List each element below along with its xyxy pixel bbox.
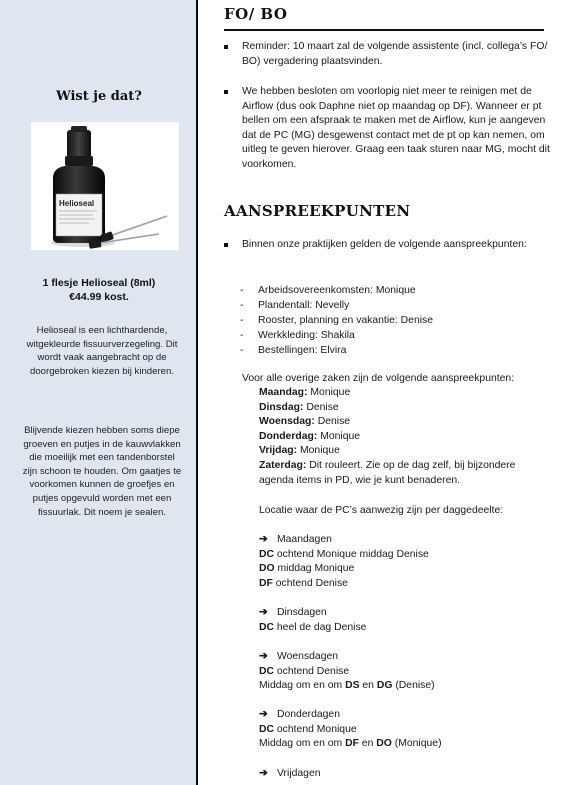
heading-divider (224, 29, 544, 31)
dash-marker: - (240, 315, 244, 326)
arrow-right-icon: ➔ (259, 534, 268, 545)
square-bullet-icon (224, 45, 228, 49)
location-tuesday: ➔ Dinsdagen DC heel de dag Denise (259, 607, 367, 633)
day-row: Donderdag: Monique (259, 430, 361, 442)
day-row-continued: agenda items in PD, wie je kunt benaderen. (259, 474, 461, 486)
bottle-label-text: Helioseal (59, 199, 95, 208)
list-item: - Rooster, planning en vakantie: Denise (240, 315, 434, 326)
day-row: Dinsdag: Denise (259, 401, 339, 413)
square-bullet-icon (224, 243, 228, 247)
pc-location-intro: Locatie waar de PC’s aanwezig zijn per daggedeelte: (259, 505, 504, 516)
product-price: €44.99 kost. (69, 291, 129, 303)
dash-marker: - (240, 345, 244, 356)
product-image (31, 122, 179, 250)
day-row: Maandag: Monique (259, 387, 351, 398)
sidebar-paragraph: Helioseal is een lichthardende, witgekleurde fissuurverzegeling. Dit wordt vaak aangebracht op de doorgebroken kiezen bij kinderen. (26, 325, 178, 377)
arrow-right-icon: ➔ (259, 768, 268, 779)
list-item: - Plandentall: Nevelly (240, 300, 350, 311)
location-friday: ➔ Vrijdagen (259, 767, 321, 782)
square-bullet-icon (224, 90, 228, 94)
bullet-item (224, 85, 554, 173)
sidebar-paragraph: Blijvende kiezen hebben soms diepe groeven en putjes in de kauwvlakken die moeilijk met een tandenborstel zijn schoon te houden. Om gaatjes te voorkomen kunnen de groefjes en putjes opgevuld worden met een fissuurlak. Dit noem je sealen. (22, 425, 182, 518)
product-caption-line: 1 flesje Helioseal (8ml) (42, 277, 156, 289)
bullet-text: We hebben besloten om voorlopig niet meer te reinigen met de Airflow (dus ook Daphne niet op maandag op DF). Wanneer er pt bellen om een afspraak te maken met de Airflow, kun je aangeven dat de PC (MG) desgewenst contact met de pt op kan nemen, om uitleg te geven hierover. Graag een taak sturen naar MG, mocht dit voorkomen. (242, 86, 550, 170)
list-item: - Arbeidsovereenkomsten: Monique (240, 285, 416, 296)
other-contacts-intro: Voor alle overige zaken zijn de volgende aanspreekpunten: (242, 373, 515, 384)
arrow-right-icon: ➔ (259, 709, 268, 720)
contact-list (240, 283, 433, 358)
location-thursday: ➔ Donderdagen DC ochtend Monique Middag om en om DF en DO (Monique) (259, 709, 442, 750)
day-row: Vrijdag: Monique (259, 445, 340, 457)
dash-marker: - (240, 330, 244, 341)
section-heading-aanspreekpunten: AANSPREEKPUNTEN (224, 202, 411, 220)
main-content (200, 0, 567, 785)
helioseal-bottle-illustration (31, 122, 179, 250)
day-row: Woensdag: Denise (259, 416, 351, 428)
bullet-item (224, 238, 554, 253)
sidebar-title: Wist je dat? (56, 89, 142, 104)
sidebar (0, 0, 198, 785)
list-item: - Bestellingen: Elvira (240, 345, 347, 356)
arrow-right-icon: ➔ (259, 607, 268, 618)
dash-marker: - (240, 285, 244, 296)
dash-marker: - (240, 300, 244, 311)
day-contact-list (259, 386, 515, 488)
list-item: - Werkkleding: Shakila (240, 330, 355, 341)
arrow-right-icon: ➔ (259, 651, 268, 662)
product-caption (10, 276, 188, 304)
bullet-text: Reminder: 10 maart zal de volgende assistente (incl. collega’s FO/ BO) vergadering plaatsvinden. (242, 41, 548, 67)
section-heading-fo-bo: FO/ BO (224, 5, 288, 23)
bullet-text: Binnen onze praktijken gelden de volgende aanspreekpunten: (242, 239, 527, 250)
location-monday: ➔ Maandagen DC ochtend Monique middag Denise DO middag Monique DF ochtend Denise (259, 534, 429, 589)
day-row: Zaterdag: Dit rouleert. Zie op de dag zelf, bij bijzondere (259, 459, 516, 471)
bullet-item (224, 40, 554, 69)
location-wednesday: ➔ Woensdagen DC ochtend Denise Middag om en om DS en DG (Denise) (259, 651, 435, 692)
